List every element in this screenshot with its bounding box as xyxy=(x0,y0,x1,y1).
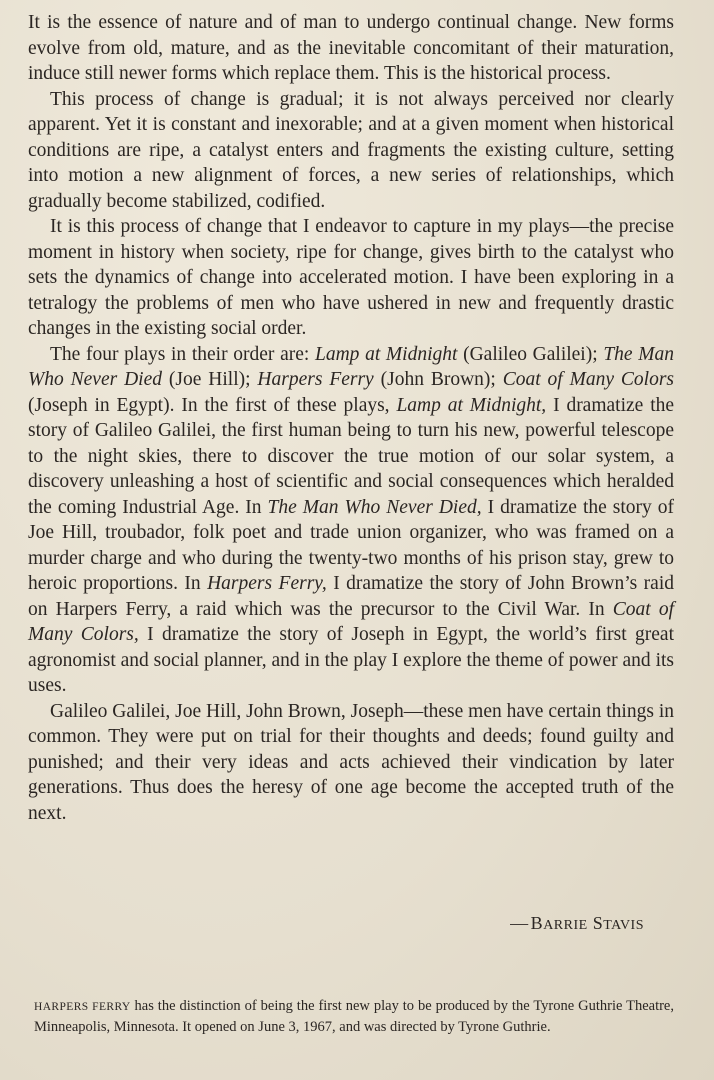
play-title-italic: Harpers Ferry xyxy=(257,369,374,390)
paragraph-text: It is the essence of nature and of man to undergo continual change. New forms evolve from old, mature, and as the inevitable concomitant of their maturation, induce still newer forms which replace them. This is the historical process. xyxy=(28,12,674,84)
play-title-italic: The Man Who Never Died xyxy=(28,343,674,390)
author-signature xyxy=(510,913,644,934)
paragraph-text: (Galileo Galilei); xyxy=(457,343,604,365)
play-title-italic: Lamp at Midnight, xyxy=(396,394,547,416)
paragraph-text: I dramatize the story of John Brown’s raid on Harpers Ferry, a raid which was the precursor to the Civil War. In xyxy=(28,573,674,620)
play-title-italic: Coat of Many Colors xyxy=(502,369,675,390)
paragraph xyxy=(28,342,674,699)
paragraph-text: I dramatize the story of Joe Hill, troubador, folk poet and trade union organizer, who was framed on a murder charge and who during the twenty-two months of his prison stay, grew to heroic proportions. In xyxy=(28,496,675,594)
paragraph-text: I dramatize the story of Galileo Galilei, the first human being to turn his new, powerful telescope to the night skies, there to discover the true motion of our solar system, a discovery unleashing a host of scientific and social consequences which heralded the coming Industrial Age. In xyxy=(28,394,675,518)
paragraph xyxy=(28,10,674,87)
paragraph-text: (John Brown); xyxy=(373,369,503,390)
paragraph-text: (Joseph in Egypt). In the first of these plays, xyxy=(28,394,397,416)
paragraph-text: I dramatize the story of Joseph in Egypt, the world’s first great agronomist and social planner, and in the play I explore the theme of power and its uses. xyxy=(28,624,675,696)
play-title-italic: Harpers Ferry, xyxy=(207,573,327,594)
essay-body xyxy=(28,10,674,826)
paragraph-text: This process of change is gradual; it is not always perceived nor clearly apparent. Yet it is constant and inexorable; and at a given moment when historical conditions are ripe, a catalyst enters and fragments the existing culture, setting into motion a new alignment of forces, a new series of relationships, which gradually become stabilized, codified. xyxy=(28,88,674,212)
signature-first-initial: B xyxy=(530,913,544,933)
paragraph-text: The four plays in their order are: xyxy=(50,343,315,365)
play-title-italic: Coat of Many Colors, xyxy=(28,598,675,645)
paragraph xyxy=(28,214,674,342)
paragraph-text: It is this process of change that I endeavor to capture in my plays—the precise moment in history when society, ripe for change, gives birth to the catalyst who sets the dynamics of change into accelerated motion. I have been exploring in a tetralogy the problems of men who have ushered in new and frequently drastic changes in the existing social order. xyxy=(28,216,674,339)
production-footnote xyxy=(34,996,674,1037)
footnote-play-title: HARPERS FERRY xyxy=(34,1001,131,1013)
play-title-italic: Lamp at Midnight xyxy=(314,343,458,365)
play-title-italic: The Man Who Never Died, xyxy=(267,496,482,518)
paragraph-text: Galileo Galilei, Joe Hill, John Brown, Joseph—these men have certain things in common. They were put on trial for their thoughts and deeds; found guilty and punished; and their very ideas and acts achieved their vindication by later generations. Thus does the heresy of one age become the accepted truth of the next. xyxy=(28,700,674,824)
paragraph xyxy=(28,699,674,827)
signature-dash: — xyxy=(510,913,529,933)
footnote-text: has the distinction of being the first new play to be produced by the Tyrone Guthrie Theatre, Minneapolis, Minnesota. It opened on June 3, 1967, and was directed by Tyrone Guthrie. xyxy=(34,998,674,1035)
signature-last-initial: S xyxy=(592,913,604,933)
signature-first-rest: ARRIE xyxy=(543,918,588,933)
paragraph xyxy=(28,87,674,215)
signature-last-rest: TAVIS xyxy=(603,918,644,933)
paragraph-text: (Joe Hill); xyxy=(162,369,258,390)
